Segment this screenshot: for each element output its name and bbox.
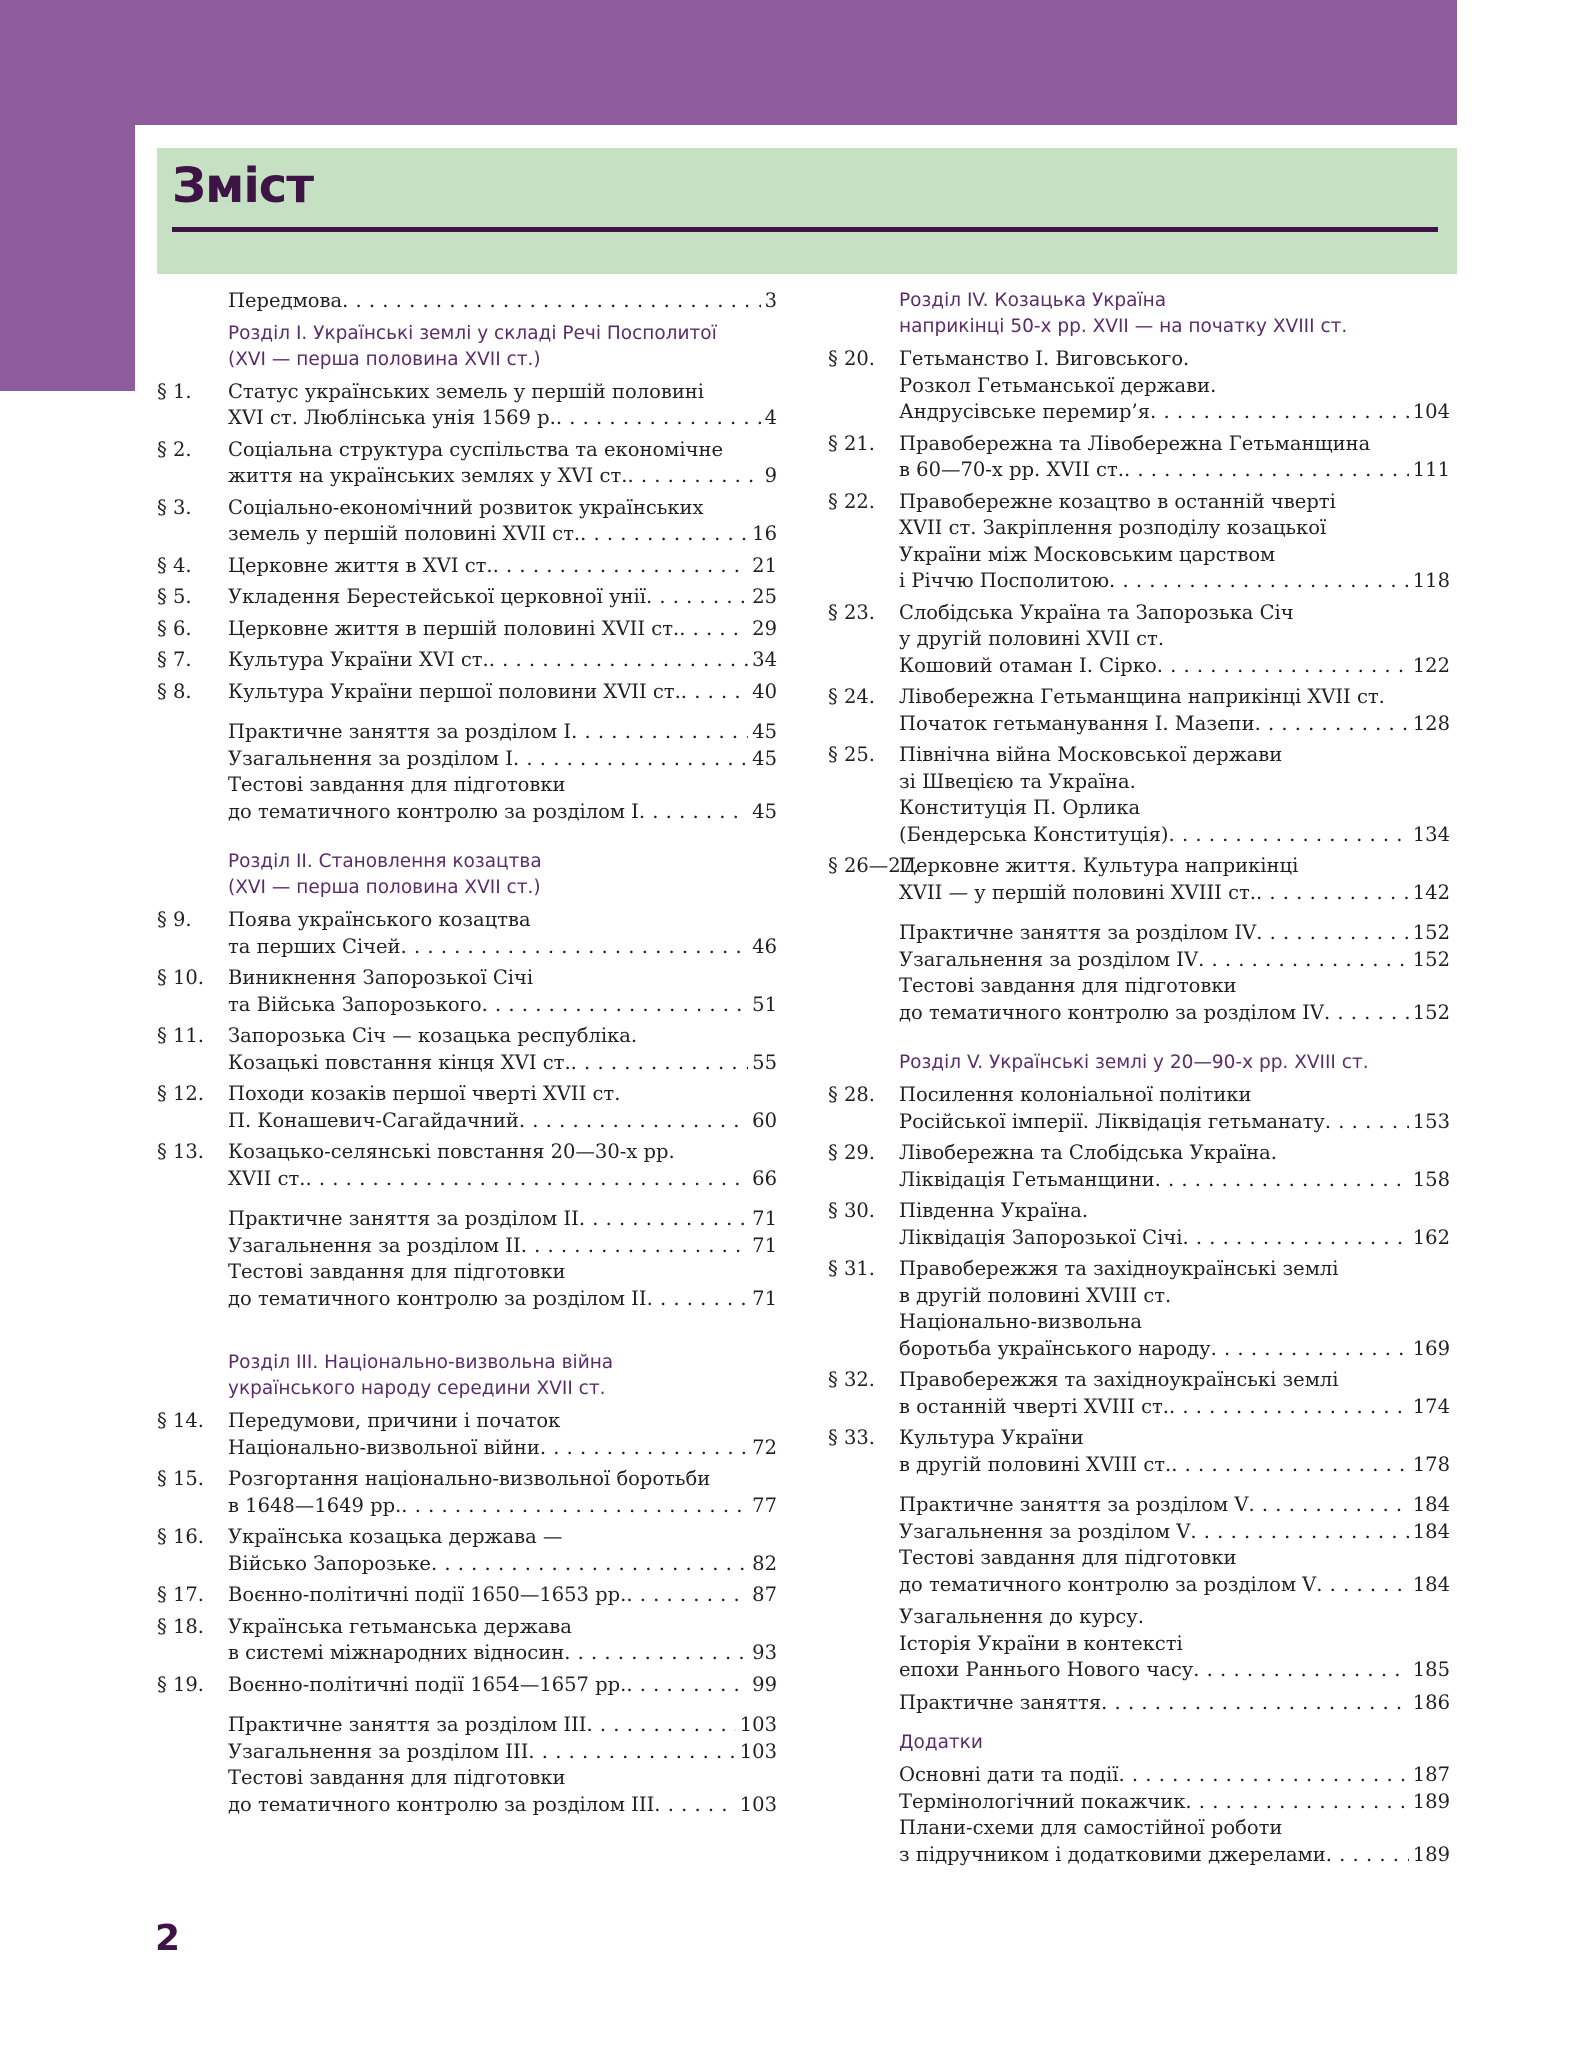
paragraph-number: § 25. [828,743,875,766]
toc-entry-title: Ліквідація Гетьманщини [899,1167,1155,1191]
toc-page-number: 60 [752,1108,777,1132]
toc-page-number: 29 [752,616,777,640]
toc-entry-title: XVII ст. [228,1166,306,1190]
toc-entry-line: Козацько-селянські повстання 20—30-х рр. [228,1140,675,1163]
toc-entry-title: і Річчю Посполитою [899,569,1110,592]
toc-entry-title: П. Конашевич-Сагайдачний [228,1108,519,1132]
section-heading-2: Розділ ІІ. Становлення козацтва (XVI — перша половина XVII ст.) [228,851,542,898]
toc-entry[interactable] [828,1367,1450,1420]
toc-entry-line: Лівобережна та Слобідська Україна. [899,1141,1277,1164]
toc-entry-title: XVII — у першій половині XVIII ст. [899,880,1256,904]
toc-page-number: 66 [752,1166,777,1190]
toc-entry[interactable] [828,684,1450,737]
toc-entry[interactable] [828,1425,1450,1478]
toc-page-number: 111 [1412,458,1450,481]
toc-entry-generalization[interactable]: Узагальнення за розділом IV . . . 152 [828,947,1450,974]
toc-entry-title: та Війська Запорозького [228,992,482,1016]
toc-page-number: 158 [1412,1167,1450,1191]
toc-entry-title: Військо Запорозьке [228,1551,431,1575]
toc-entry-line: Українська гетьманська держава [228,1614,572,1638]
toc-page-number: 104 [1412,400,1450,423]
toc-entry-practical[interactable]: Практичне заняття за розділом IV . . . 152 [828,920,1450,947]
toc-entry-title: Російської імперії. Ліквідація гетьманату [899,1109,1325,1133]
toc-entry-tests[interactable]: Тестові завдання для підготовки до тематичного контролю за розділом V . . . 184 [828,1545,1450,1598]
toc-entry-tests[interactable]: Тестові завдання для підготовки до тематичного контролю за розділом І . . . 45 [157,772,777,825]
toc-entry[interactable] [157,647,777,674]
paragraph-number: § 5. [157,585,192,608]
paragraph-number: § 19. [157,1672,204,1696]
paragraph-number: § 31. [828,1257,875,1280]
side-band [0,125,135,391]
toc-entry-preface[interactable] [157,288,777,315]
paragraph-number: § 29. [828,1141,875,1164]
toc-entry-line: Національно-визвольна [899,1310,1143,1333]
toc-entry[interactable] [828,1140,1450,1193]
title-rule [172,227,1438,232]
toc-entry-title: Андрусівське перемир’я [899,400,1151,423]
paragraph-number: § 24. [828,685,875,708]
toc-entry-title: Козацькі повстання кінця XVI ст. [228,1050,571,1074]
toc-entry[interactable] [157,907,777,960]
toc-page-number: 174 [1412,1394,1450,1418]
toc-page-number: 40 [752,679,777,703]
toc-entry-title: Воєнно-політичні події 1650—1653 рр. [228,1583,627,1606]
paragraph-number: § 32. [828,1368,875,1391]
toc-entry-title: Кошовий отаман І. Сірко [899,653,1157,677]
header-band [0,0,1457,125]
toc-entry-title: життя на українських землях у XVI ст. [228,464,628,487]
toc-entry[interactable] [828,1082,1450,1135]
paragraph-number: § 17. [157,1583,204,1606]
toc-entry-line: Південна Україна. [899,1199,1089,1222]
toc-entry-title: (Бендерська Конституція) [899,822,1169,846]
toc-entry-title: Церковне життя в першій половині XVII ст. [228,616,680,640]
toc-entry-line: Культура України [899,1426,1084,1449]
toc-entry-line: Поява українського козацтва [228,908,531,931]
toc-entry-line: Північна війна Московської держави [899,743,1283,766]
toc-entry-generalization[interactable]: Узагальнення за розділом V . . . 184 [828,1519,1450,1546]
toc-page-number: 93 [752,1641,777,1664]
toc-entry-line: в другій половині XVIII ст. [899,1283,1172,1307]
page-title: Зміст [172,158,314,214]
toc-entry[interactable] [157,1023,777,1076]
toc-entry-line: України між Московським царством [899,542,1276,566]
paragraph-number: § 28. [828,1083,875,1106]
toc-entry-plans[interactable]: Плани-схеми для самостійної роботи з підручником і додатковими джерелами . . . 189 [828,1815,1450,1868]
toc-entry-title: в останній чверті XVIII ст. [899,1394,1169,1418]
toc-entry-title: Передмова [228,289,343,312]
toc-entry[interactable] [157,584,777,611]
toc-entry[interactable] [828,431,1450,484]
toc-page-number: 153 [1412,1109,1450,1133]
toc-entry-line: Українська козацька держава — [228,1525,563,1548]
toc-left-column [157,288,777,1818]
toc-page-number: 21 [752,553,777,577]
toc-page-number: 82 [752,1551,777,1575]
toc-entry[interactable] [828,1198,1450,1251]
toc-entry-title: Початок гетьманування І. Мазепи [899,711,1255,735]
toc-entry-title: в другій половині XVIII ст. [899,1452,1172,1476]
paragraph-number: § 14. [157,1409,204,1432]
toc-entry-line: у другій половині XVII ст. [899,627,1165,650]
paragraph-number: § 18. [157,1614,204,1638]
paragraph-number: § 13. [157,1140,204,1163]
paragraph-number: § 1. [157,379,192,403]
toc-entry[interactable] [828,600,1450,680]
toc-entry-line: Конституція П. Орлика [899,796,1141,819]
paragraph-number: § 4. [157,553,192,577]
toc-entry[interactable] [157,679,777,706]
toc-entry-tests[interactable]: Тестові завдання для підготовки до тематичного контролю за розділом ІІІ . . . 103 [157,1765,777,1818]
toc-entry-line: Гетьманство І. Виговського. [899,347,1190,370]
toc-entry[interactable] [157,1672,777,1699]
toc-page-number: 46 [752,934,777,958]
toc-entry-title: Укладення Берестейської церковної унії [228,585,646,608]
paragraph-number: § 26—27. [828,854,920,877]
toc-entry[interactable] [157,495,777,548]
toc-entry-title: в системі міжнародних відносин [228,1641,565,1664]
paragraph-number: § 23. [828,600,875,624]
toc-entry-tests[interactable]: Тестові завдання для підготовки до тематичного контролю за розділом IV . . . 152 [828,973,1450,1026]
toc-entry-title: Ліквідація Запорозької Січі [899,1225,1183,1249]
toc-entry[interactable] [828,1256,1450,1362]
toc-page-number: 162 [1412,1225,1450,1249]
toc-entry-course-practical[interactable]: Практичне заняття . . . 186 [828,1690,1450,1717]
toc-page-number: 142 [1412,880,1450,904]
toc-entry-line: Виникнення Запорозької Січі [228,966,534,989]
toc-entry-line: Церковне життя. Культура наприкінці [899,854,1299,877]
toc-entry-line: Правобережжя та західноукраїнські землі [899,1368,1339,1391]
toc-entry[interactable] [828,489,1450,595]
paragraph-number: § 33. [828,1426,875,1449]
toc-entry[interactable] [828,742,1450,848]
toc-entry-practical[interactable]: Практичне заняття за розділом І . . . 45 [157,719,777,746]
section-heading-3: Розділ ІІІ. Національно-визвольна війна українського народу середини XVII ст. [228,1352,614,1399]
toc-page-number: 118 [1412,569,1450,592]
paragraph-number: § 6. [157,616,192,640]
toc-entry-tests[interactable]: Тестові завдання для підготовки до тематичного контролю за розділом ІІ . . . 71 [157,1259,777,1312]
paragraph-number: § 21. [828,431,875,455]
toc-entry[interactable] [828,346,1450,426]
toc-entry-practical[interactable]: Практичне заняття за розділом ІІІ . . . 103 [157,1712,777,1739]
paragraph-number: § 16. [157,1525,204,1548]
paragraph-number: § 7. [157,648,192,671]
toc-page-number: 169 [1412,1336,1450,1360]
toc-page-number: 4 [764,406,777,429]
toc-entry-generalization[interactable]: Узагальнення за розділом І . . . 45 [157,746,777,773]
toc-entry-title: Воєнно-політичні події 1654—1657 рр. [228,1672,627,1696]
toc-entry-line: Правобережна та Лівобережна Гетьманщина [899,431,1371,455]
paragraph-number: § 2. [157,437,192,461]
toc-entry[interactable] [157,965,777,1018]
toc-page-number: 122 [1412,653,1450,677]
toc-entry-title: земель у першій половині XVII ст. [228,522,581,545]
toc-entry-line: Лівобережна Гетьманщина наприкінці XVII ст. [899,685,1385,708]
toc-entry-line: Слобідська Україна та Запорозька Січ [899,600,1294,624]
section-heading-5: Розділ V. Українські землі у 20—90-х рр. XVIII ст. [899,1052,1369,1073]
toc-entry[interactable] [828,853,1450,906]
toc-entry-line: зі Швецією та Україна. [899,769,1136,793]
toc-page-number: 16 [752,522,777,545]
page-number: 2 [155,1918,181,1959]
paragraph-number: § 20. [828,347,875,370]
paragraph-number: § 30. [828,1199,875,1222]
toc-entry[interactable] [157,437,777,490]
toc-entry[interactable] [157,553,777,580]
toc-entry-line: Статус українських земель у першій половині [228,379,705,403]
toc-page-number: 34 [752,648,777,671]
toc-page-number: 99 [752,1672,777,1696]
toc-entry-title: боротьба українського народу [899,1336,1211,1360]
toc-entry-line: Передумови, причини і початок [228,1409,561,1432]
toc-page-number: 87 [752,1583,777,1606]
toc-entry-title: та перших Січей [228,934,401,958]
paragraph-number: § 11. [157,1024,204,1047]
toc-entry-title: в 1648—1649 рр. [228,1493,402,1517]
toc-entry[interactable] [157,1466,777,1519]
toc-entry-course-generalization[interactable]: Узагальнення до курсу. Історія України в контексті епохи Раннього Нового часу . . . 185 [828,1604,1450,1684]
paragraph-number: § 22. [828,489,875,513]
toc-entry-line: Запорозька Січ — козацька республіка. [228,1024,638,1047]
toc-right-column [828,288,1450,1868]
toc-entry-title: Церковне життя в XVI ст. [228,553,493,577]
toc-entry-line: Соціальна структура суспільства та економічне [228,437,724,461]
toc-entry-line: Розгортання національно-визвольної боротьби [228,1467,711,1490]
paragraph-number: § 15. [157,1467,204,1490]
toc-entry[interactable] [157,1139,777,1192]
toc-page-number: 134 [1412,822,1450,846]
toc-entry-terms[interactable]: Термінологічний покажчик . . . 189 [828,1789,1450,1816]
section-heading-4: Розділ IV. Козацька Україна наприкінці 50-х рр. XVII — на початку XVIII ст. [899,290,1348,337]
toc-page-number: 3 [764,289,777,312]
toc-entry-generalization[interactable]: Узагальнення за розділом ІІІ . . . 103 [157,1739,777,1766]
toc-entry-title: в 60—70-х рр. XVII ст. [899,458,1124,481]
toc-page-number: 51 [752,992,777,1016]
toc-entry-title: Національно-визвольної війни [228,1435,540,1459]
toc-page-number: 55 [752,1050,777,1074]
paragraph-number: § 3. [157,495,192,519]
toc-entry-line: Розкол Гетьманської держави. [899,373,1217,397]
toc-entry-practical[interactable]: Практичне заняття за розділом ІІ . . . 71 [157,1206,777,1233]
paragraph-number: § 8. [157,679,192,703]
toc-entry-line: Правобережжя та західноукраїнські землі [899,1257,1339,1280]
toc-page-number: 77 [752,1493,777,1517]
toc-entry-title: Культура України першої половини XVII ст. [228,679,681,703]
paragraph-number: § 9. [157,908,192,931]
toc-entry[interactable] [157,379,777,432]
toc-entry-line: Правобережне козацтво в останній чверті [899,489,1336,513]
toc-entry[interactable] [157,616,777,643]
paragraph-number: § 12. [157,1082,204,1105]
toc-page-number: 128 [1412,711,1450,735]
toc-page-number: 9 [764,464,777,487]
paragraph-number: § 10. [157,966,204,989]
toc-entry-line: Соціально-економічний розвиток українських [228,495,704,519]
toc-entry[interactable] [157,1524,777,1577]
toc-entry-generalization[interactable]: Узагальнення за розділом ІІ . . . 71 [157,1233,777,1260]
toc-entry[interactable] [157,1614,777,1667]
toc-entry-title: Культура України XVI ст. [228,648,489,671]
toc-entry[interactable] [157,1582,777,1609]
toc-entry-line: Походи козаків першої чверті XVII ст. [228,1082,621,1105]
toc-page-number: 25 [752,585,777,608]
toc-entry[interactable] [157,1081,777,1134]
appendix-heading: Додатки [899,1732,983,1753]
toc-entry-line: XVII ст. Закріплення розподілу козацької [899,516,1327,539]
toc-entry-dates[interactable]: Основні дати та події . . . 187 [828,1762,1450,1789]
toc-entry-practical[interactable]: Практичне заняття за розділом V . . . 184 [828,1492,1450,1519]
toc-page-number: 72 [752,1435,777,1459]
toc-page-number: 178 [1412,1452,1450,1476]
title-box [157,148,1457,274]
toc-entry-title: XVI ст. Люблінська унія 1569 р. [228,406,556,429]
section-heading-1: Розділ І. Українські землі у складі Речі Посполитої (XVI — перша половина XVII ст.) [228,322,717,370]
toc-entry-line: Посилення колоніальної політики [899,1083,1252,1106]
toc-entry[interactable] [157,1408,777,1461]
